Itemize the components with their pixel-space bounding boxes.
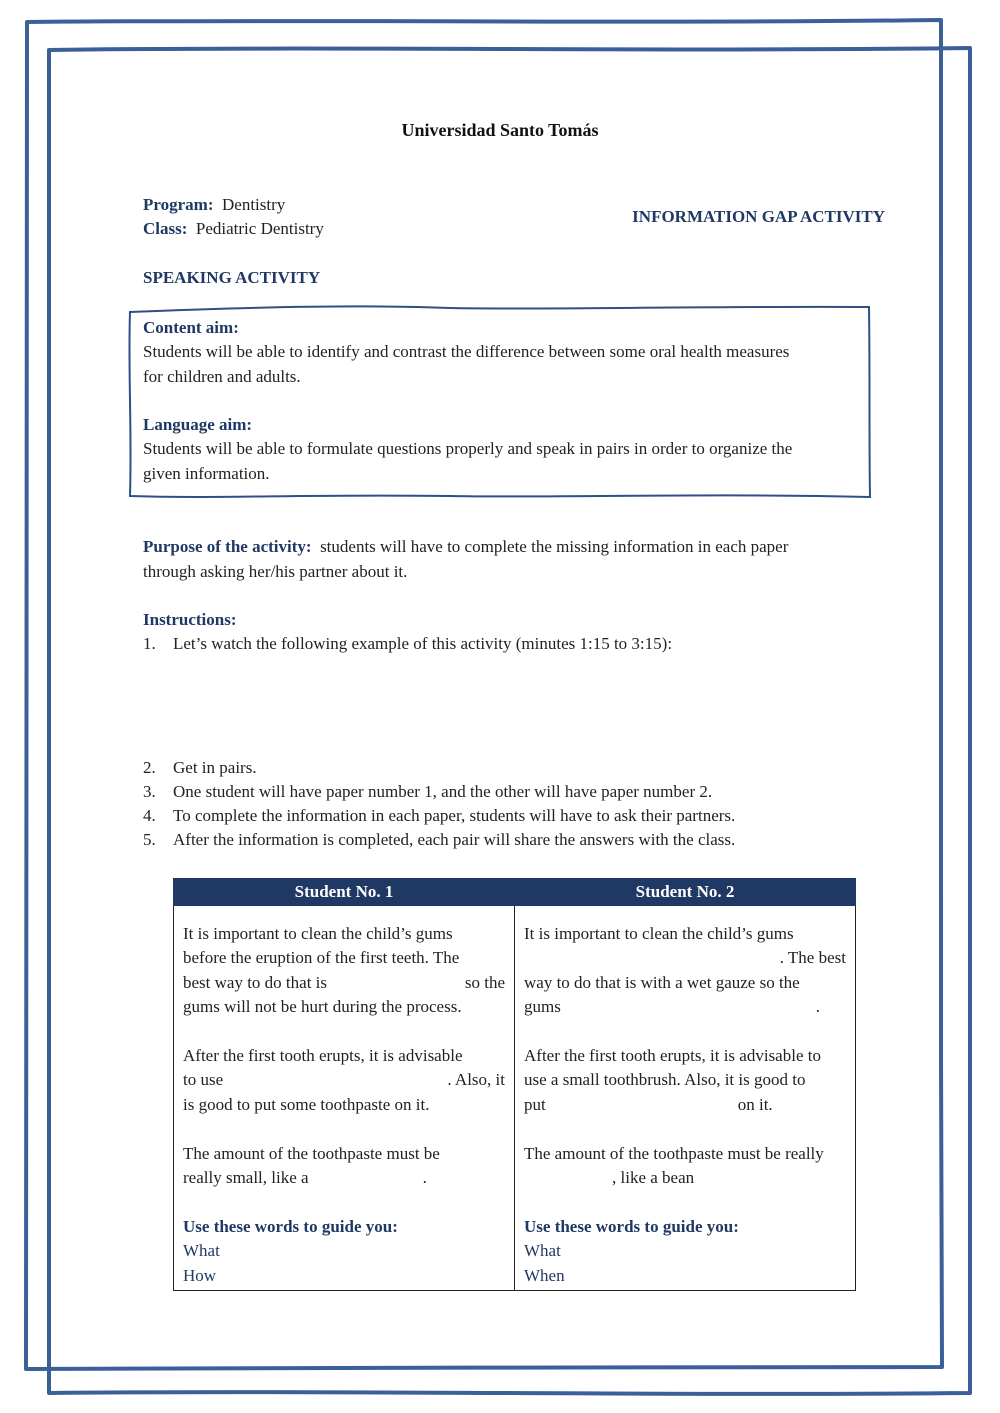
text-fragment: . Also, it: [447, 1070, 505, 1090]
step-number: 5.: [143, 830, 156, 849]
program-value: Dentistry: [222, 195, 286, 214]
university-title: Universidad Santo Tomás: [401, 120, 599, 140]
text-fragment: put: [524, 1094, 546, 1114]
text-line: gums will not be hurt during the process.: [183, 997, 462, 1017]
text-line: After the first tooth erupts, it is advisable: [183, 1046, 463, 1066]
step-text: To complete the information in each paper, students will have to ask their partners.: [173, 806, 736, 825]
step-text: Get in pairs.: [173, 758, 257, 777]
text-line: [183, 1068, 505, 1092]
text-line: [524, 1166, 846, 1190]
text-fragment: .: [815, 997, 820, 1017]
class-value: Pediatric Dentistry: [195, 219, 324, 238]
student-1-header: Student No. 1: [174, 879, 515, 906]
step-number: 4.: [143, 806, 156, 825]
text-line: [183, 1166, 505, 1190]
instructions-label: Instructions:: [143, 610, 237, 629]
text-line: [524, 1093, 846, 1117]
student-1-cell: [174, 906, 515, 1291]
text-line: The amount of the toothpaste must be: [183, 1143, 440, 1163]
student-2-cell: [515, 906, 856, 1291]
guide-word: When: [524, 1265, 565, 1285]
text-line: [524, 995, 846, 1019]
list-item: [143, 828, 863, 852]
section-title: SPEAKING ACTIVITY: [143, 268, 321, 287]
instruction-steps: [143, 756, 863, 852]
text-line: After the first tooth erupts, it is advisable to: [524, 1046, 821, 1066]
text-fragment: .: [422, 1168, 427, 1188]
step-text: Let’s watch the following example of this activity (minutes 1:15 to 3:15):: [173, 634, 673, 653]
text-fragment: on it.: [737, 1094, 773, 1114]
guide-word: What: [524, 1241, 561, 1261]
instruction-step-1: [143, 632, 863, 656]
list-item: [143, 756, 863, 780]
language-aim-label: Language aim:: [143, 415, 253, 434]
student-1-paragraph-1: [183, 922, 505, 1020]
text-fragment: to use: [183, 1070, 224, 1090]
text-line: [183, 971, 505, 995]
information-gap-table: [173, 878, 856, 1291]
step-number: 1.: [143, 634, 156, 653]
guide-words-label: Use these words to guide you:: [524, 1216, 739, 1236]
text-line: is good to put some toothpaste on it.: [183, 1094, 430, 1114]
content-aim-label: Content aim:: [143, 318, 239, 337]
text-line: . The best: [779, 948, 846, 968]
text-line: The amount of the toothpaste must be really: [524, 1143, 824, 1163]
activity-type-heading: INFORMATION GAP ACTIVITY: [632, 207, 885, 226]
aims-box: [143, 316, 855, 486]
student-1-guide-words: [183, 1215, 505, 1288]
purpose-line-2: through asking her/his partner about it.: [143, 562, 408, 581]
language-aim-line-2: given information.: [143, 463, 270, 483]
student-2-guide-words: [524, 1215, 846, 1288]
step-number: 2.: [143, 758, 156, 777]
list-item: [143, 804, 863, 828]
text-fragment: , like a bean: [612, 1168, 695, 1188]
text-fragment: gums: [524, 997, 561, 1017]
student-2-paragraph-3: [524, 1142, 846, 1191]
purpose-label: Purpose of the activity:: [143, 537, 312, 556]
text-fragment: so the: [464, 972, 505, 992]
step-text: After the information is completed, each pair will share the answers with the class.: [173, 830, 736, 849]
purpose-text-1: students will have to complete the missing information in each paper: [320, 537, 789, 556]
student-2-paragraph-1: [524, 922, 846, 1020]
student-2-header: Student No. 2: [515, 879, 856, 906]
guide-word: How: [183, 1265, 217, 1285]
text-line: way to do that is with a wet gauze so the: [524, 972, 800, 992]
student-1-paragraph-2: [183, 1044, 505, 1117]
guide-word: What: [183, 1241, 220, 1261]
content-aim-line-1: Students will be able to identify and contrast the difference between some oral health measures: [143, 342, 790, 361]
text-fragment: best way to do that is: [183, 972, 328, 992]
list-item: [143, 780, 863, 804]
purpose-line-1: [143, 535, 788, 559]
content-aim-line-2: for children and adults.: [143, 366, 301, 386]
student-2-paragraph-2: [524, 1044, 846, 1117]
step-number: 3.: [143, 782, 156, 801]
student-1-paragraph-3: [183, 1142, 505, 1191]
text-line: It is important to clean the child’s gums: [524, 924, 794, 943]
text-fragment: really small, like a: [183, 1168, 309, 1188]
guide-words-label: Use these words to guide you:: [183, 1216, 398, 1236]
text-line: before the eruption of the first teeth. The: [183, 948, 460, 968]
program-label: Program:: [143, 195, 214, 214]
class-label: Class:: [143, 219, 188, 238]
step-text: One student will have paper number 1, and the other will have paper number 2.: [173, 782, 713, 801]
text-line: It is important to clean the child’s gums: [183, 924, 453, 943]
language-aim-line-1: Students will be able to formulate questions properly and speak in pairs in order to organize the: [143, 439, 793, 458]
text-line: use a small toothbrush. Also, it is good to: [524, 1070, 806, 1090]
